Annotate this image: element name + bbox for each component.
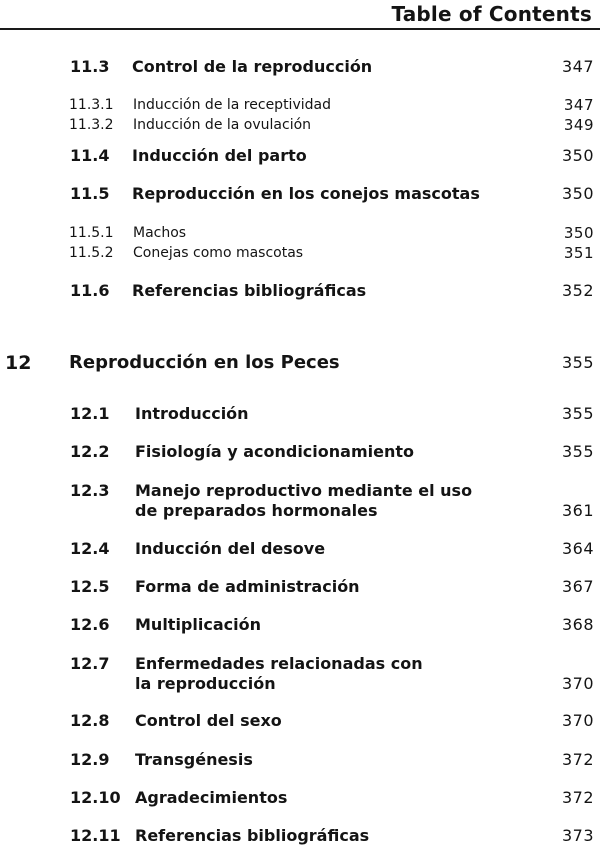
- toc-entry-11-3[interactable]: [0, 57, 600, 77]
- toc-entry-11-3-2[interactable]: [0, 115, 600, 135]
- toc-entry-12-1[interactable]: [0, 404, 600, 424]
- toc-entry-page: 349: [563, 116, 594, 134]
- toc-entry-page: 370: [561, 711, 594, 730]
- toc-entry-page: 364: [561, 539, 594, 558]
- toc-entry-page: 352: [561, 281, 594, 300]
- toc-entry-11-6[interactable]: [0, 281, 600, 301]
- toc-entry-number: 11.3: [70, 57, 110, 76]
- toc-entry-11-3-1[interactable]: [0, 95, 600, 115]
- toc-entry-title: Transgénesis: [135, 750, 253, 769]
- toc-entry-title: Machos: [133, 225, 187, 241]
- header-divider: [0, 28, 600, 30]
- toc-entry-title: Forma de administración: [135, 577, 360, 596]
- toc-entry-page: 372: [561, 750, 594, 769]
- chapter-title: Reproducción en los Peces: [69, 352, 340, 373]
- toc-entry-number: 12.9: [70, 750, 110, 769]
- toc-entry-number: 11.5: [70, 184, 110, 203]
- toc-entry-number: 11.6: [70, 281, 110, 300]
- toc-entry-title: Introducción: [135, 404, 249, 423]
- toc-entry-page: 351: [563, 244, 594, 262]
- toc-entry-12-6[interactable]: [0, 615, 600, 635]
- toc-entry-number: 11.3.2: [69, 117, 114, 133]
- toc-entry-11-5-2[interactable]: [0, 243, 600, 263]
- toc-entry-title: Multiplicación: [135, 615, 261, 634]
- toc-entry-title: Control de la reproducción: [132, 57, 373, 76]
- toc-entry-page: 361: [561, 501, 594, 520]
- toc-entry-number: 11.4: [70, 146, 110, 165]
- toc-entry-12-7[interactable]: [0, 654, 600, 694]
- toc-entry-title: Reproducción en los conejos mascotas: [132, 184, 480, 203]
- toc-entry-number: 11.5.1: [69, 225, 114, 241]
- toc-entry-12-2[interactable]: [0, 442, 600, 462]
- toc-entry-title: Fisiología y acondicionamiento: [135, 442, 414, 461]
- toc-entry-title-continuation: la reproducción: [135, 674, 276, 693]
- toc-entry-title: Conejas como mascotas: [133, 245, 304, 261]
- toc-entry-number: 12.2: [70, 442, 110, 461]
- toc-entry-number: 12.1: [70, 404, 110, 423]
- toc-entry-number: 11.3.1: [69, 97, 114, 113]
- toc-entry-title: Inducción de la receptividad: [133, 97, 331, 113]
- toc-entry-title: Referencias bibliográficas: [135, 826, 370, 845]
- toc-entry-12-3[interactable]: [0, 481, 600, 521]
- toc-chapter-12[interactable]: [0, 353, 600, 373]
- toc-entry-number: 12.5: [70, 577, 110, 596]
- toc-entry-title-continuation: de preparados hormonales: [135, 501, 378, 520]
- toc-entry-page: 350: [561, 184, 594, 203]
- toc-entry-page: 355: [561, 442, 594, 461]
- toc-entry-title: Manejo reproductivo mediante el uso: [135, 481, 473, 500]
- toc-entry-number: 12.6: [70, 615, 110, 634]
- toc-entry-title: Referencias bibliográficas: [132, 281, 367, 300]
- toc-entry-11-4[interactable]: [0, 146, 600, 166]
- toc-entry-page: 350: [563, 224, 594, 242]
- toc-entry-12-4[interactable]: [0, 539, 600, 559]
- toc-entry-number: 12.3: [70, 481, 110, 500]
- toc-entry-title: Inducción de la ovulación: [133, 117, 312, 133]
- toc-entry-number: 12.7: [70, 654, 110, 673]
- toc-entry-page: 373: [561, 826, 594, 845]
- toc-entry-12-5[interactable]: [0, 577, 600, 597]
- toc-entry-number: 12.8: [70, 711, 110, 730]
- page-header-title: Table of Contents: [391, 2, 592, 26]
- toc-entry-12-9[interactable]: [0, 750, 600, 770]
- toc-entry-page: 368: [561, 615, 594, 634]
- toc-entry-page: 347: [563, 96, 594, 114]
- toc-entry-page: 347: [561, 57, 594, 76]
- toc-entry-title: Inducción del parto: [132, 146, 307, 165]
- toc-entry-12-8[interactable]: [0, 711, 600, 731]
- toc-entry-11-5[interactable]: [0, 184, 600, 204]
- toc-entry-page: 372: [561, 788, 594, 807]
- toc-entry-page: 355: [561, 404, 594, 423]
- toc-entry-title: Enfermedades relacionadas con: [135, 654, 423, 673]
- chapter-number: 12: [5, 352, 32, 374]
- toc-entry-number: 12.11: [70, 826, 121, 845]
- toc-entry-number: 12.10: [70, 788, 121, 807]
- toc-entry-title: Control del sexo: [135, 711, 282, 730]
- chapter-page: 355: [561, 353, 594, 372]
- toc-entry-page: 367: [561, 577, 594, 596]
- toc-entry-number: 11.5.2: [69, 245, 114, 261]
- toc-entry-number: 12.4: [70, 539, 110, 558]
- toc-entry-title: Inducción del desove: [135, 539, 326, 558]
- toc-entry-page: 350: [561, 146, 594, 165]
- toc-entry-page: 370: [561, 674, 594, 693]
- toc-entry-12-10[interactable]: [0, 788, 600, 808]
- toc-entry-12-11[interactable]: [0, 826, 600, 846]
- toc-entry-11-5-1[interactable]: [0, 223, 600, 243]
- toc-entry-title: Agradecimientos: [135, 788, 288, 807]
